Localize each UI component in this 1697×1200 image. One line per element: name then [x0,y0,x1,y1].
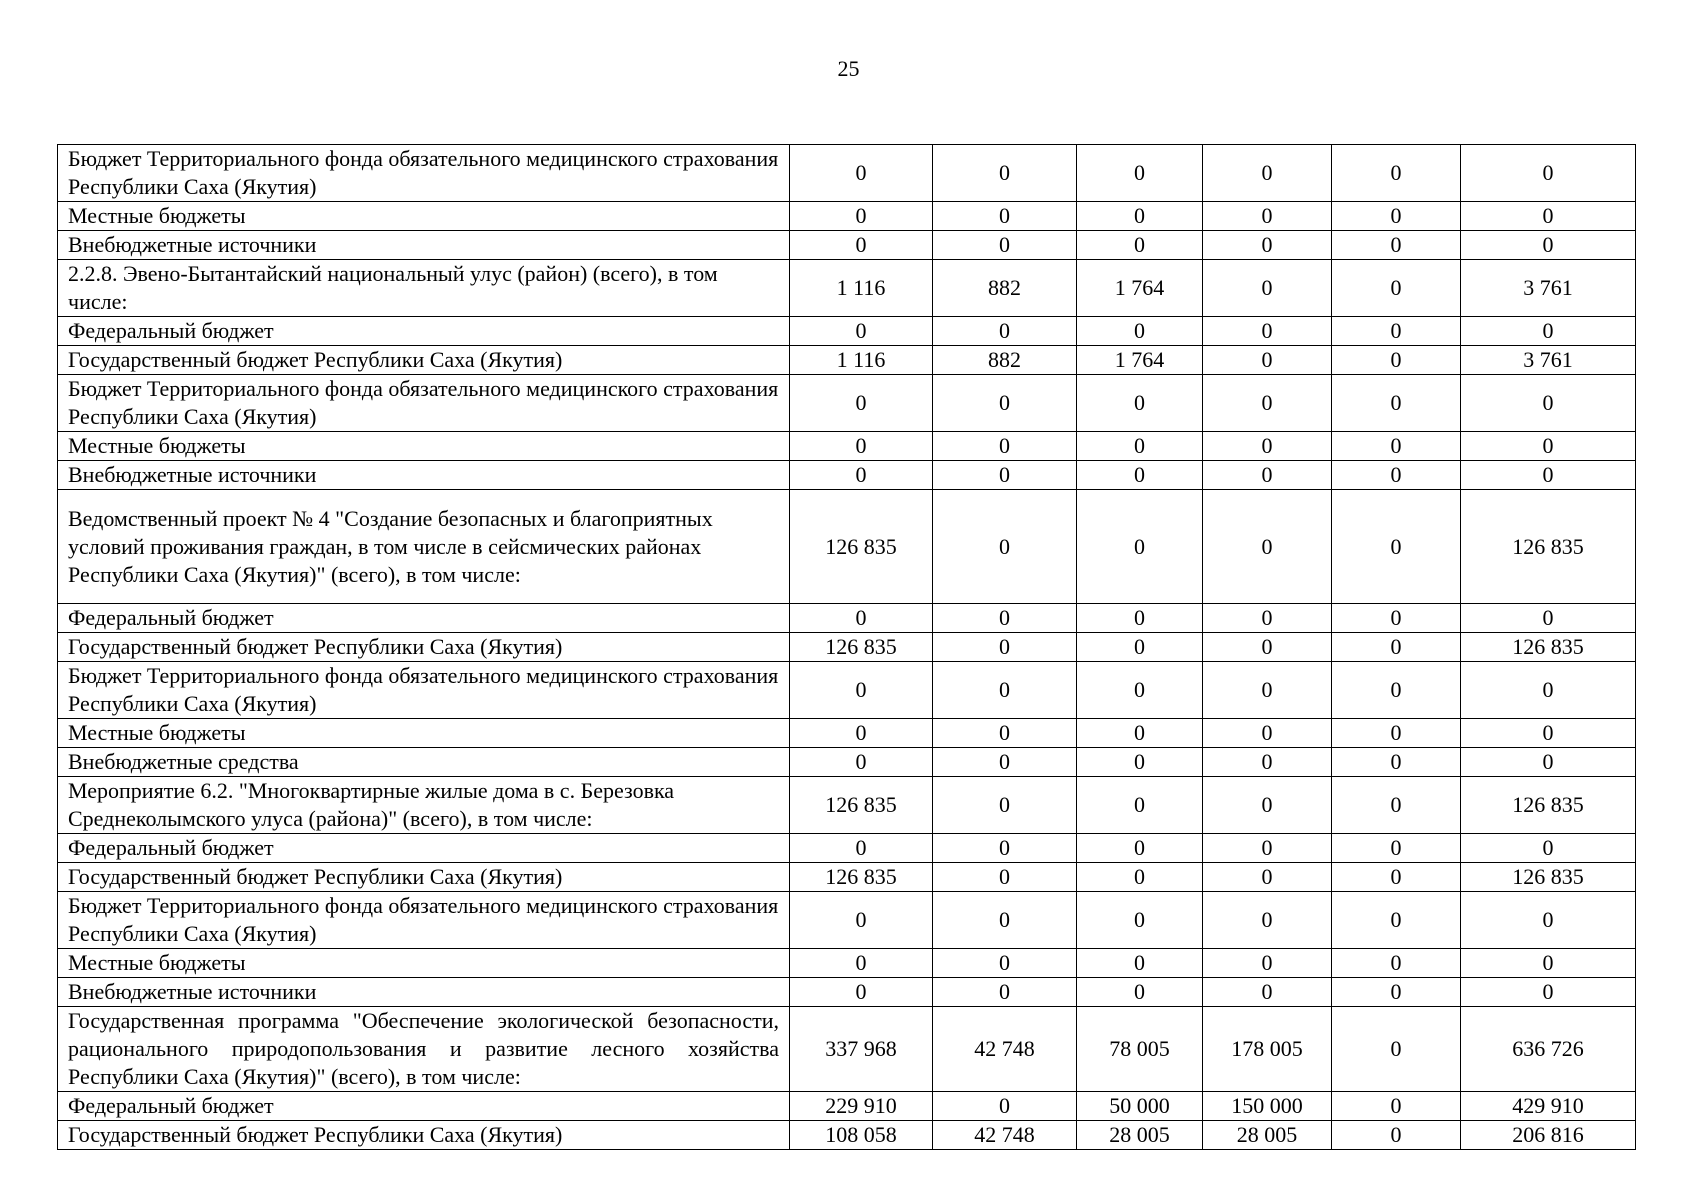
value-cell: 0 [1332,317,1461,346]
value-cell: 0 [790,834,933,863]
value-cell: 0 [1461,662,1636,719]
row-label: Мероприятие 6.2. "Многоквартирные жилые дома в с. Березовка Среднеколымского улуса (района)" (всего), в том числе: [58,777,790,834]
value-cell: 0 [790,748,933,777]
value-cell: 0 [1461,719,1636,748]
value-cell: 0 [790,604,933,633]
table-row [58,834,1636,863]
value-cell: 0 [1203,202,1332,231]
value-cell: 3 761 [1461,346,1636,375]
value-cell: 229 910 [790,1092,933,1121]
value-cell: 0 [1332,892,1461,949]
value-cell: 0 [1461,231,1636,260]
value-cell: 0 [933,777,1077,834]
value-cell: 0 [1332,1007,1461,1092]
table-row [58,202,1636,231]
value-cell: 0 [1461,202,1636,231]
row-label: Местные бюджеты [58,719,790,748]
value-cell: 0 [933,461,1077,490]
value-cell: 636 726 [1461,1007,1636,1092]
row-label: Местные бюджеты [58,432,790,461]
value-cell: 0 [1461,748,1636,777]
value-cell: 0 [790,317,933,346]
table-row [58,633,1636,662]
row-label: Внебюджетные источники [58,231,790,260]
value-cell: 882 [933,260,1077,317]
table-row [58,1121,1636,1150]
value-cell: 0 [1461,949,1636,978]
table-row [58,490,1636,604]
value-cell: 0 [1077,748,1203,777]
value-cell: 0 [1203,662,1332,719]
value-cell: 78 005 [1077,1007,1203,1092]
value-cell: 42 748 [933,1121,1077,1150]
table-row [58,145,1636,202]
value-cell: 42 748 [933,1007,1077,1092]
table-row [58,375,1636,432]
value-cell: 0 [933,432,1077,461]
value-cell: 0 [933,719,1077,748]
value-cell: 0 [1461,461,1636,490]
value-cell: 3 761 [1461,260,1636,317]
value-cell: 0 [1077,834,1203,863]
row-label: Государственный бюджет Республики Саха (Якутия) [58,633,790,662]
table-row [58,978,1636,1007]
row-label: Федеральный бюджет [58,604,790,633]
table-row [58,317,1636,346]
value-cell: 0 [790,202,933,231]
value-cell: 0 [1203,834,1332,863]
value-cell: 0 [790,375,933,432]
row-label: Местные бюджеты [58,949,790,978]
value-cell: 0 [1203,719,1332,748]
value-cell: 0 [1332,978,1461,1007]
value-cell: 0 [1332,748,1461,777]
value-cell: 126 835 [790,863,933,892]
value-cell: 0 [1203,949,1332,978]
value-cell: 0 [1332,461,1461,490]
value-cell: 0 [790,432,933,461]
value-cell: 0 [1461,892,1636,949]
row-label: Ведомственный проект № 4 "Создание безопасных и благоприятных условий проживания граждан, в том числе в сейсмических районах Республики Саха (Якутия)" (всего), в том числе: [58,490,790,604]
row-label: 2.2.8. Эвено-Бытантайский национальный улус (район) (всего), в том числе: [58,260,790,317]
value-cell: 0 [1332,231,1461,260]
value-cell: 0 [1203,863,1332,892]
value-cell: 882 [933,346,1077,375]
row-label: Государственный бюджет Республики Саха (Якутия) [58,863,790,892]
value-cell: 0 [1332,777,1461,834]
value-cell: 337 968 [790,1007,933,1092]
value-cell: 0 [1332,202,1461,231]
value-cell: 0 [1203,490,1332,604]
table-row [58,748,1636,777]
value-cell: 0 [1461,604,1636,633]
value-cell: 50 000 [1077,1092,1203,1121]
value-cell: 0 [1332,949,1461,978]
value-cell: 0 [1332,260,1461,317]
value-cell: 0 [933,892,1077,949]
value-cell: 0 [933,863,1077,892]
value-cell: 0 [1461,317,1636,346]
value-cell: 0 [1332,633,1461,662]
row-label: Федеральный бюджет [58,834,790,863]
value-cell: 0 [933,834,1077,863]
value-cell: 0 [790,461,933,490]
value-cell: 0 [1332,834,1461,863]
row-label: Государственный бюджет Республики Саха (Якутия) [58,1121,790,1150]
row-label: Внебюджетные источники [58,461,790,490]
row-label: Государственная программа "Обеспечение экологической безопасности, рационального природопользования и развитие лесного хозяйства Республики Саха (Якутия)" (всего), в том числе: [58,1007,790,1092]
value-cell: 0 [1077,432,1203,461]
value-cell: 0 [1077,662,1203,719]
value-cell: 0 [1077,604,1203,633]
value-cell: 0 [1203,346,1332,375]
value-cell: 0 [1203,604,1332,633]
value-cell: 0 [1203,317,1332,346]
value-cell: 1 764 [1077,346,1203,375]
row-label: Местные бюджеты [58,202,790,231]
table-row [58,892,1636,949]
value-cell: 126 835 [1461,633,1636,662]
value-cell: 0 [933,1092,1077,1121]
value-cell: 0 [1332,1121,1461,1150]
value-cell: 126 835 [1461,863,1636,892]
value-cell: 0 [1461,432,1636,461]
value-cell: 0 [933,662,1077,719]
value-cell: 0 [1203,978,1332,1007]
value-cell: 0 [1203,375,1332,432]
value-cell: 0 [1332,145,1461,202]
value-cell: 0 [1461,145,1636,202]
value-cell: 1 764 [1077,260,1203,317]
value-cell: 108 058 [790,1121,933,1150]
value-cell: 0 [1332,863,1461,892]
value-cell: 0 [1077,978,1203,1007]
row-label: Бюджет Территориального фонда обязательного медицинского страхования Республики Саха (Якутия) [58,892,790,949]
table-row [58,1007,1636,1092]
value-cell: 0 [1077,375,1203,432]
value-cell: 126 835 [1461,490,1636,604]
value-cell: 0 [933,978,1077,1007]
row-label: Федеральный бюджет [58,1092,790,1121]
value-cell: 0 [790,145,933,202]
value-cell: 0 [1461,375,1636,432]
value-cell: 0 [1203,461,1332,490]
value-cell: 0 [1203,633,1332,662]
value-cell: 0 [933,748,1077,777]
row-label: Бюджет Территориального фонда обязательного медицинского страхования Республики Саха (Якутия) [58,662,790,719]
value-cell: 0 [1203,231,1332,260]
value-cell: 206 816 [1461,1121,1636,1150]
value-cell: 0 [790,662,933,719]
value-cell: 0 [933,490,1077,604]
row-label: Государственный бюджет Республики Саха (Якутия) [58,346,790,375]
value-cell: 0 [1077,461,1203,490]
value-cell: 0 [1332,604,1461,633]
value-cell: 0 [933,202,1077,231]
value-cell: 0 [1461,978,1636,1007]
table-row [58,863,1636,892]
value-cell: 0 [933,949,1077,978]
value-cell: 0 [1077,719,1203,748]
budget-table [57,144,1636,1150]
value-cell: 0 [1077,490,1203,604]
table-row [58,604,1636,633]
value-cell: 0 [790,978,933,1007]
value-cell: 0 [790,719,933,748]
value-cell: 0 [1203,260,1332,317]
table-row [58,949,1636,978]
value-cell: 0 [1077,633,1203,662]
table-row [58,1092,1636,1121]
row-label: Бюджет Территориального фонда обязательного медицинского страхования Республики Саха (Якутия) [58,145,790,202]
value-cell: 0 [933,145,1077,202]
value-cell: 126 835 [790,633,933,662]
value-cell: 1 116 [790,260,933,317]
value-cell: 0 [1332,1092,1461,1121]
value-cell: 0 [933,231,1077,260]
value-cell: 0 [933,633,1077,662]
row-label: Бюджет Территориального фонда обязательного медицинского страхования Республики Саха (Якутия) [58,375,790,432]
value-cell: 0 [1332,432,1461,461]
value-cell: 0 [1332,662,1461,719]
row-label: Федеральный бюджет [58,317,790,346]
value-cell: 0 [933,375,1077,432]
value-cell: 0 [1332,375,1461,432]
value-cell: 0 [1077,231,1203,260]
value-cell: 0 [1077,949,1203,978]
value-cell: 0 [790,892,933,949]
value-cell: 0 [1077,317,1203,346]
value-cell: 126 835 [790,490,933,604]
table-row [58,662,1636,719]
value-cell: 0 [933,604,1077,633]
value-cell: 126 835 [790,777,933,834]
value-cell: 0 [1077,145,1203,202]
value-cell: 1 116 [790,346,933,375]
value-cell: 0 [790,231,933,260]
table-row [58,346,1636,375]
value-cell: 0 [1077,863,1203,892]
value-cell: 178 005 [1203,1007,1332,1092]
page-number: 25 [837,56,860,81]
value-cell: 0 [1077,777,1203,834]
value-cell: 0 [933,317,1077,346]
value-cell: 0 [1461,834,1636,863]
row-label: Внебюджетные средства [58,748,790,777]
value-cell: 0 [1203,432,1332,461]
table-row [58,461,1636,490]
value-cell: 0 [1203,145,1332,202]
value-cell: 0 [790,949,933,978]
value-cell: 0 [1203,892,1332,949]
table-row [58,432,1636,461]
table-row [58,260,1636,317]
value-cell: 28 005 [1077,1121,1203,1150]
value-cell: 0 [1332,346,1461,375]
value-cell: 0 [1077,202,1203,231]
value-cell: 28 005 [1203,1121,1332,1150]
table-row [58,719,1636,748]
value-cell: 0 [1332,719,1461,748]
value-cell: 429 910 [1461,1092,1636,1121]
value-cell: 126 835 [1461,777,1636,834]
table-row [58,231,1636,260]
value-cell: 0 [1203,777,1332,834]
value-cell: 0 [1332,490,1461,604]
row-label: Внебюджетные источники [58,978,790,1007]
value-cell: 0 [1077,892,1203,949]
table-row [58,777,1636,834]
value-cell: 150 000 [1203,1092,1332,1121]
value-cell: 0 [1203,748,1332,777]
